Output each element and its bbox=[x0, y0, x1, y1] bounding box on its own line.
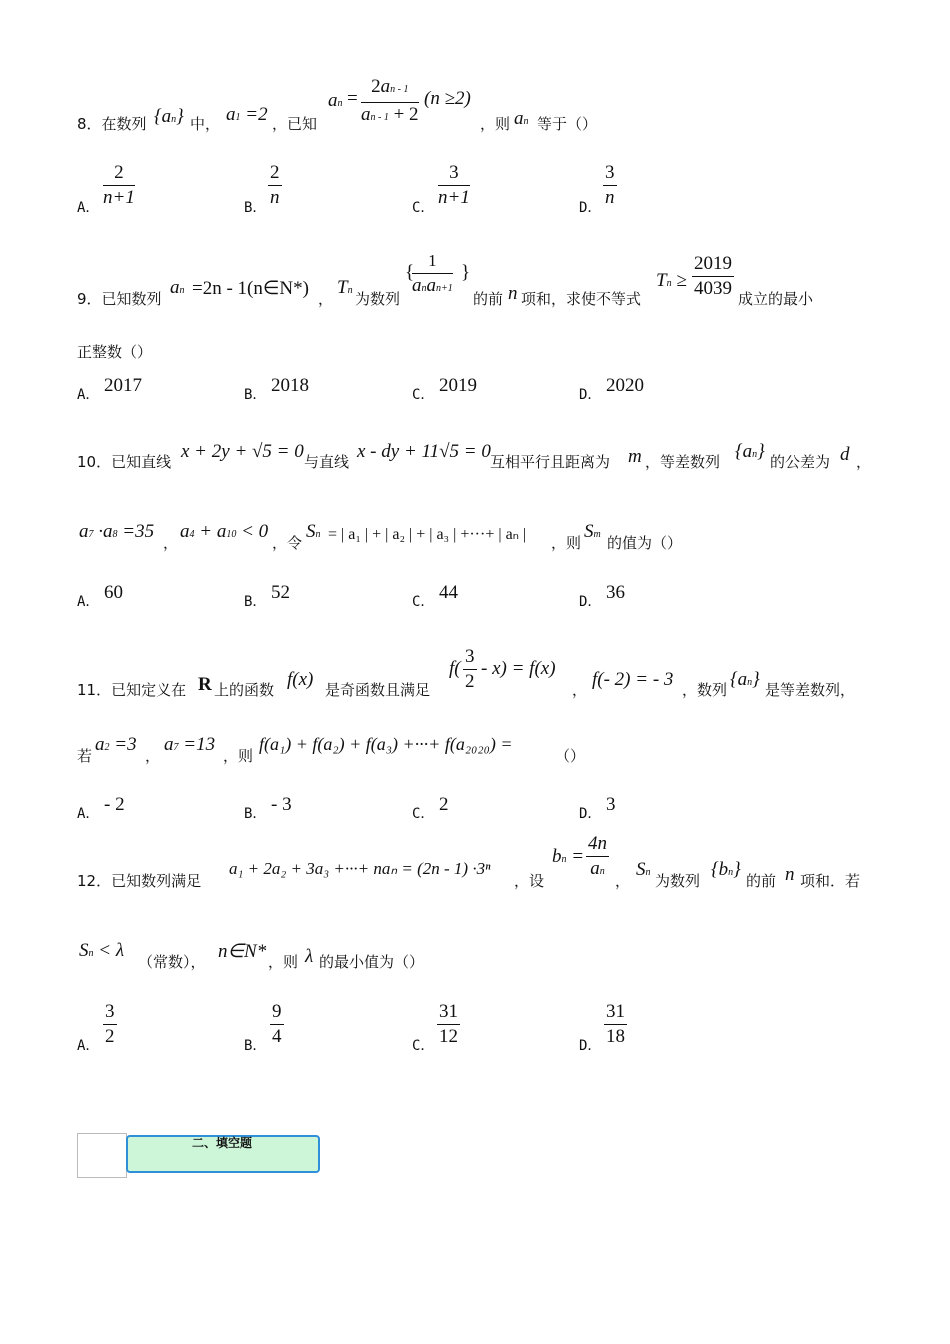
q12-nN: n∈N* bbox=[218, 941, 267, 962]
q10-opt-a-letter: A． bbox=[77, 594, 100, 610]
q8-text-dengyu: 等于（） bbox=[537, 115, 598, 133]
q9-opt-d-letter: D． bbox=[579, 387, 602, 403]
q8-label: 8．在数列 bbox=[77, 115, 147, 133]
q9-opt-c-letter: C． bbox=[412, 387, 435, 403]
q10-opt-b[interactable]: 52 bbox=[271, 582, 290, 603]
q12-opt-b[interactable]: $\frac{9}{4}$ bbox=[272, 1001, 282, 1047]
q10-cond1: a7 ·a8 =35 bbox=[79, 521, 155, 542]
q11-opt-d[interactable]: 3 bbox=[606, 794, 616, 815]
q8-opt-a-letter: A． bbox=[77, 200, 100, 216]
q9-opt-c[interactable]: 2019 bbox=[439, 375, 477, 396]
q12-text-ze: ，则 bbox=[268, 953, 299, 971]
q10-text-yu: 与直线 bbox=[304, 453, 350, 471]
q9-text-qian: 的前 bbox=[473, 290, 504, 308]
q10-opt-b-letter: B． bbox=[244, 594, 267, 610]
q12-text-zuixiao: 的最小值为（） bbox=[319, 953, 425, 971]
q10-comma: ， bbox=[856, 453, 872, 471]
q12-opt-c[interactable]: $\frac{31}{12}$ bbox=[439, 1001, 458, 1047]
q10-opt-d-letter: D． bbox=[579, 594, 602, 610]
q12-bn-fraction: $\frac{4n}{an}$ bbox=[588, 833, 607, 879]
q11-text-ruo: 若 bbox=[77, 747, 93, 765]
q10-opt-c-letter: C． bbox=[412, 594, 435, 610]
q12-label: 12．已知数列满足 bbox=[77, 872, 202, 890]
q11-opt-c-letter: C． bbox=[412, 806, 435, 822]
q11-opt-b[interactable]: - 3 bbox=[271, 794, 292, 815]
q11-kuohao: （） bbox=[555, 747, 586, 765]
q11-text-qi: 是奇函数且满足 bbox=[325, 681, 431, 699]
q12-sn: Sn bbox=[636, 859, 651, 880]
q12-opt-d[interactable]: $\frac{31}{18}$ bbox=[606, 1001, 625, 1047]
q10-line2: x - dy + 11√5 = 0 bbox=[357, 441, 491, 462]
q12-text-qian: 的前 bbox=[746, 872, 777, 890]
q8-opt-b-letter: B． bbox=[244, 200, 267, 216]
q8-a1: a1 =2 bbox=[226, 104, 268, 125]
q12-sn-lambda: Sn < λ bbox=[79, 940, 125, 961]
q10-comma2: ， bbox=[163, 534, 179, 552]
q11-sum: f(a₁) + f(a₂) + f(a₃) +···+ f(a₂₀₂₀) = bbox=[259, 734, 513, 754]
q9-formula: =2n - 1(n∈N*) bbox=[192, 278, 309, 299]
q8-an: an bbox=[328, 90, 343, 111]
q11-three-halves: $\frac{3}{2}$ bbox=[465, 646, 475, 692]
q9-comma: ， bbox=[318, 290, 334, 308]
q12-opt-a-letter: A． bbox=[77, 1038, 100, 1054]
q9-tn: Tn bbox=[337, 277, 353, 298]
q10-opt-c[interactable]: 44 bbox=[439, 582, 458, 603]
q12-opt-b-letter: B． bbox=[244, 1038, 267, 1054]
q11-opt-c[interactable]: 2 bbox=[439, 794, 449, 815]
q8-text-ze: ，则 bbox=[480, 115, 511, 133]
q9-seq-fraction: 1 anan+1 bbox=[412, 251, 453, 296]
q10-d: d bbox=[840, 444, 850, 465]
q9-opt-b[interactable]: 2018 bbox=[271, 375, 309, 396]
q9-opt-b-letter: B． bbox=[244, 387, 267, 403]
q12-seq: {bn} bbox=[711, 859, 741, 880]
q9-text-line2: 正整数（） bbox=[77, 343, 153, 361]
q11-opt-a[interactable]: - 2 bbox=[104, 794, 125, 815]
q12-text-xianghe: 项和．若 bbox=[800, 872, 861, 890]
q11-comma2: ， bbox=[145, 747, 161, 765]
q10-sm: Sm bbox=[584, 521, 601, 542]
q10-opt-a[interactable]: 60 bbox=[104, 582, 123, 603]
q10-line1: x + 2y + √5 = 0 bbox=[181, 441, 304, 462]
q12-text-she: ，设 bbox=[514, 872, 545, 890]
q12-bn: bn = bbox=[552, 846, 585, 867]
q10-cond2: a4 + a10 < 0 bbox=[180, 521, 269, 542]
q9-text-wei: 为数列 bbox=[355, 290, 401, 308]
q8-opt-a[interactable]: $\frac{2}{n+1}$ bbox=[103, 162, 135, 208]
q12-text-wei: 为数列 bbox=[655, 872, 701, 890]
section-header bbox=[126, 1135, 320, 1173]
q11-f-open: f( bbox=[449, 658, 461, 679]
q12-n: n bbox=[785, 864, 795, 885]
q12-lambda: λ bbox=[305, 946, 314, 967]
q11-fx: f(x) bbox=[287, 669, 314, 690]
q8-opt-c[interactable]: $\frac{3}{n+1}$ bbox=[438, 162, 470, 208]
q10-text-ling: ，令 bbox=[272, 534, 303, 552]
q11-opt-a-letter: A． bbox=[77, 806, 100, 822]
q11-label: 11．已知定义在 bbox=[77, 681, 187, 699]
q12-expr: a₁ + 2a₂ + 3a₃ +···+ naₙ = (2n - 1) ·3ⁿ bbox=[229, 859, 491, 878]
q11-R: R bbox=[198, 674, 212, 695]
q10-sn: Sn bbox=[306, 521, 321, 542]
q11-comma: ， bbox=[572, 681, 588, 699]
q9-text-chengli: 成立的最小 bbox=[738, 290, 814, 308]
q12-text-changshu: （常数）， bbox=[138, 953, 206, 971]
q8-eq: = bbox=[347, 88, 358, 109]
q11-text-shidengcha: 是等差数列， bbox=[765, 681, 856, 699]
q10-text-zhi: 的值为（） bbox=[607, 534, 683, 552]
q8-condition: (n ≥2) bbox=[424, 88, 471, 109]
section-title: 二、填空题 bbox=[192, 1136, 253, 1150]
q10-sum-expr: = | a₁ | + | a₂ | + | a₃ | +···+ | aₙ | bbox=[328, 526, 527, 543]
q10-text-dengcha: ，等差数列 bbox=[645, 453, 721, 471]
q8-text-zhong: 中， bbox=[190, 115, 221, 133]
q12-opt-a[interactable]: $\frac{3}{2}$ bbox=[105, 1001, 115, 1047]
q8-opt-d-letter: D． bbox=[579, 200, 602, 216]
q9-tn-ineq: Tn ≥ bbox=[656, 270, 687, 291]
q11-opt-d-letter: D． bbox=[579, 806, 602, 822]
section-number-box bbox=[77, 1133, 127, 1178]
q10-text-huxiang: 互相平行且距离为 bbox=[490, 453, 611, 471]
q11-opt-b-letter: B． bbox=[244, 806, 267, 822]
q9-opt-a[interactable]: 2017 bbox=[104, 375, 142, 396]
q11-text-ze: ，则 bbox=[223, 747, 254, 765]
q12-comma: ， bbox=[615, 872, 631, 890]
q8-opt-c-letter: C． bbox=[412, 200, 435, 216]
q10-label: 10．已知直线 bbox=[77, 453, 172, 471]
q9-text-xianghe: 项和，求使不等式 bbox=[521, 290, 642, 308]
q9-opt-a-letter: A． bbox=[77, 387, 100, 403]
q9-label: 9．已知数列 bbox=[77, 290, 162, 308]
q11-text-shulie: ，数列 bbox=[682, 681, 728, 699]
q9-n: n bbox=[508, 283, 518, 304]
q10-text-ze: ，则 bbox=[551, 534, 582, 552]
q12-opt-d-letter: D． bbox=[579, 1038, 602, 1054]
q11-a2: a2 =3 bbox=[95, 734, 137, 755]
q8-text-yizhi: ，已知 bbox=[272, 115, 318, 133]
q9-an: an bbox=[170, 277, 185, 298]
q12-opt-c-letter: C． bbox=[412, 1038, 435, 1054]
q8-opt-d[interactable]: $\frac{3}{n}$ bbox=[605, 162, 615, 208]
q9-brace-right: } bbox=[461, 262, 471, 283]
q11-f-rest: - x) = f(x) bbox=[481, 658, 556, 679]
q8-an2: an bbox=[514, 108, 529, 129]
q10-text-gongcha: 的公差为 bbox=[770, 453, 831, 471]
q9-ratio: $\frac{2019}{4039}$ bbox=[694, 253, 732, 299]
q10-m: m bbox=[628, 446, 642, 467]
q11-a7: a7 =13 bbox=[164, 734, 216, 755]
q11-text-shang: 上的函数 bbox=[214, 681, 275, 699]
q8-opt-b[interactable]: $\frac{2}{n}$ bbox=[270, 162, 280, 208]
q9-brace-left: { bbox=[405, 262, 415, 283]
q11-f-minus2: f(- 2) = - 3 bbox=[592, 669, 674, 690]
q9-opt-d[interactable]: 2020 bbox=[606, 375, 644, 396]
q8-recurrence-fraction: $\frac{2an - 1}{an - 1 + 2}$ bbox=[361, 76, 419, 125]
q10-seq: {an} bbox=[735, 441, 765, 462]
q10-opt-d[interactable]: 36 bbox=[606, 582, 625, 603]
q8-seq: {an} bbox=[154, 106, 184, 127]
q11-seq: {an} bbox=[730, 669, 760, 690]
